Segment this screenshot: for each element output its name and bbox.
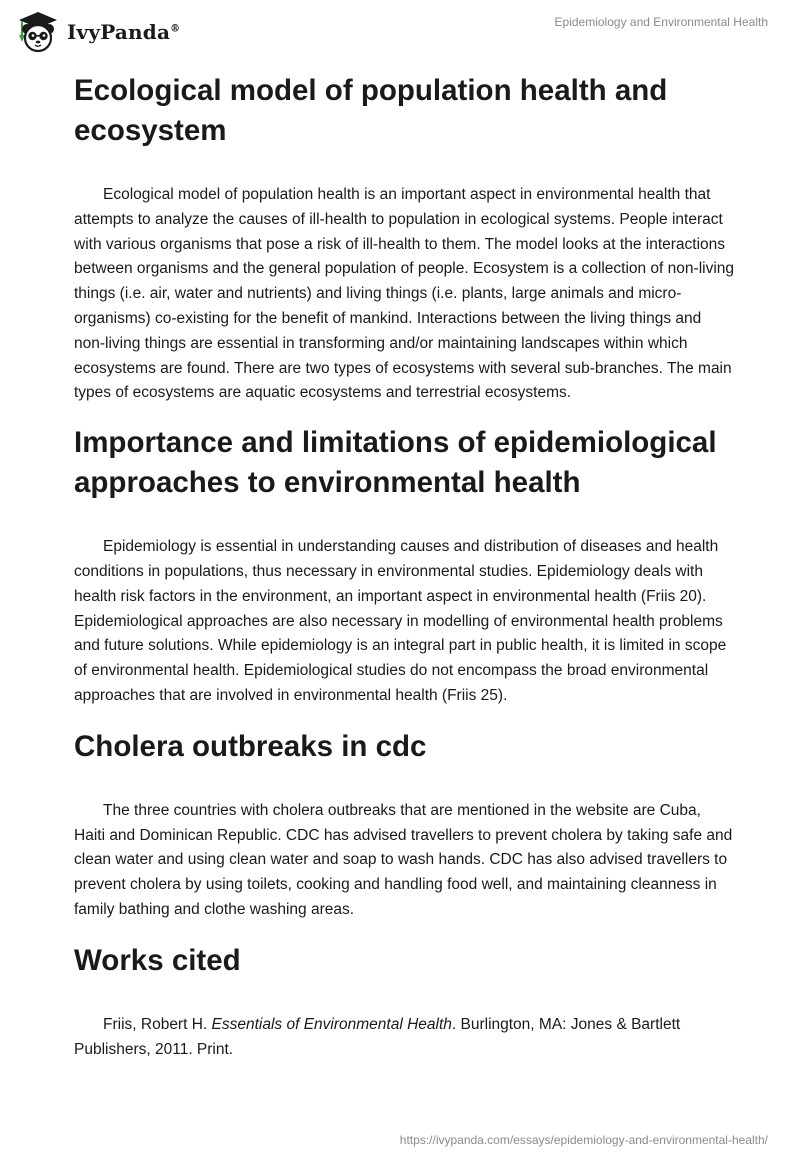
works-cited-heading: Works cited — [74, 943, 241, 977]
section-heading-epidemiological-approaches: Importance and limitations of epidemiological approaches to environmental health — [74, 426, 717, 500]
panda-logo-icon — [15, 9, 61, 55]
citation-publication: . Burlington, MA: Jones & Bartlett Publishers, 2011. Print. — [74, 1015, 681, 1058]
section-heading-ecological-model: Ecological model of population health and ecosystem — [74, 74, 668, 147]
citation-author: Friis, Robert H. — [103, 1015, 212, 1033]
section-paragraph-cholera-outbreaks: The three countries with cholera outbreaks that are mentioned in the website are Cuba, Haiti and Dominican Republic. CDC has advised travellers to prevent cholera by taking safe and clean water and using clean water and soap to wash hands. CDC has also advised travellers to prevent cholera by using toilets, cooking and handling food well, and maintaining cleanness in family bathing and clothe washing areas. — [74, 801, 733, 918]
section-heading-cholera-outbreaks: Cholera outbreaks in cdc — [74, 729, 427, 763]
essay-content — [74, 71, 734, 1062]
section-paragraph-epidemiological-approaches: Epidemiology is essential in understanding causes and distribution of diseases and health conditions in populations, thus necessary in environmental studies. Epidemiology deals with health risk factors in the environment, an important aspect in environmental health (Friis 20). Epidemiological approaches are also necessary in modelling of environmental health problems and future solutions. While epidemiology is an integral part in public health, it is limited in scope of environmental health. Epidemiological studies do not encompass the broad environmental approaches that are involved in environmental health (Friis 25). — [74, 538, 727, 704]
section-paragraph-ecological-model: Ecological model of population health is an important aspect in environmental health that attempts to analyze the causes of ill-health to population in ecological systems. People interact with various organisms that pose a risk of ill-health to them. The model looks at the interactions between organisms and the general population of people. Ecosystem is a collection of non-living things (i.e. air, water and nutrients) and living things (i.e. plants, large animals and micro-organisms) co-existing for the benefit of mankind. Interactions between the living things and non-living things are essential in transforming and/or maintaining landscapes within which ecosystems are found. There are two types of ecosystems with several sub-branches. The main types of ecosystems are aquatic ecosystems and terrestrial ecosystems. — [74, 186, 735, 402]
logo-wordmark — [67, 20, 180, 44]
citation-title: Essentials of Environmental Health — [211, 1015, 452, 1033]
source-url-link[interactable]: https://ivypanda.com/essays/epidemiology-and-environmental-health/ — [399, 1133, 768, 1147]
logo-text: IvyPanda — [67, 20, 171, 44]
registered-mark: ® — [170, 23, 181, 35]
works-cited-entry — [74, 1013, 734, 1063]
ivypanda-logo[interactable] — [15, 9, 180, 55]
running-title: Epidemiology and Environmental Health — [554, 15, 768, 29]
page-header — [0, 0, 800, 66]
